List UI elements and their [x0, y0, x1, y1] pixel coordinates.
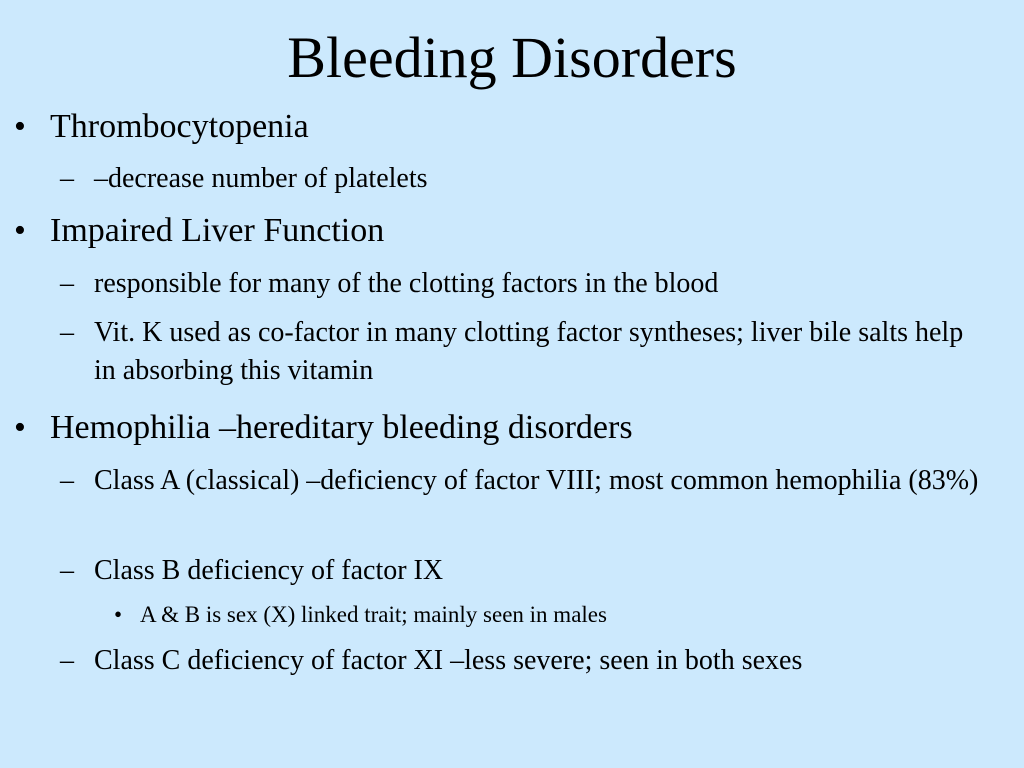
- dash-marker: –: [60, 465, 74, 496]
- dash-marker: –: [60, 268, 74, 299]
- small-bullet-marker: •: [114, 602, 123, 627]
- bullet-marker: •: [14, 409, 26, 446]
- sub-bullet-item: [60, 462, 990, 500]
- sub-bullet-text: Class C deficiency of factor XI –less severe; seen in both sexes: [94, 645, 803, 676]
- sub-bullet-text: –decrease number of platelets: [94, 163, 428, 194]
- dash-marker: –: [60, 317, 74, 348]
- sub-bullet-item: [60, 160, 990, 198]
- dash-marker: –: [60, 163, 74, 194]
- sub-bullet-item: [60, 552, 990, 590]
- bullet-item: [14, 211, 1004, 251]
- dash-marker: –: [60, 645, 74, 676]
- sub-bullet-text: Class B deficiency of factor IX: [94, 555, 444, 586]
- bullet-item: [14, 107, 1004, 147]
- bullet-marker: •: [14, 108, 26, 145]
- slide-title: Bleeding Disorders: [287, 25, 737, 90]
- sub-sub-bullet-text: A & B is sex (X) linked trait; mainly seen in males: [140, 602, 607, 627]
- dash-marker: –: [60, 555, 74, 586]
- sub-bullet-item: [60, 314, 990, 390]
- bullet-marker: •: [14, 212, 26, 249]
- bullet-text: Thrombocytopenia: [50, 108, 309, 145]
- sub-bullet-text: Vit. K used as co-factor in many clotting factor syntheses; liver bile salts help in absorbing this vitamin: [94, 317, 964, 386]
- sub-bullet-text: responsible for many of the clotting factors in the blood: [94, 268, 719, 299]
- sub-sub-bullet-item: [114, 600, 994, 630]
- bullet-text: Hemophilia –hereditary bleeding disorders: [50, 409, 633, 446]
- bullet-text: Impaired Liver Function: [50, 212, 385, 249]
- sub-bullet-item: [60, 642, 990, 680]
- sub-bullet-text: Class A (classical) –deficiency of factor VIII; most common hemophilia (83%): [94, 465, 979, 496]
- bullet-item: [14, 408, 1004, 448]
- sub-bullet-item: [60, 265, 990, 303]
